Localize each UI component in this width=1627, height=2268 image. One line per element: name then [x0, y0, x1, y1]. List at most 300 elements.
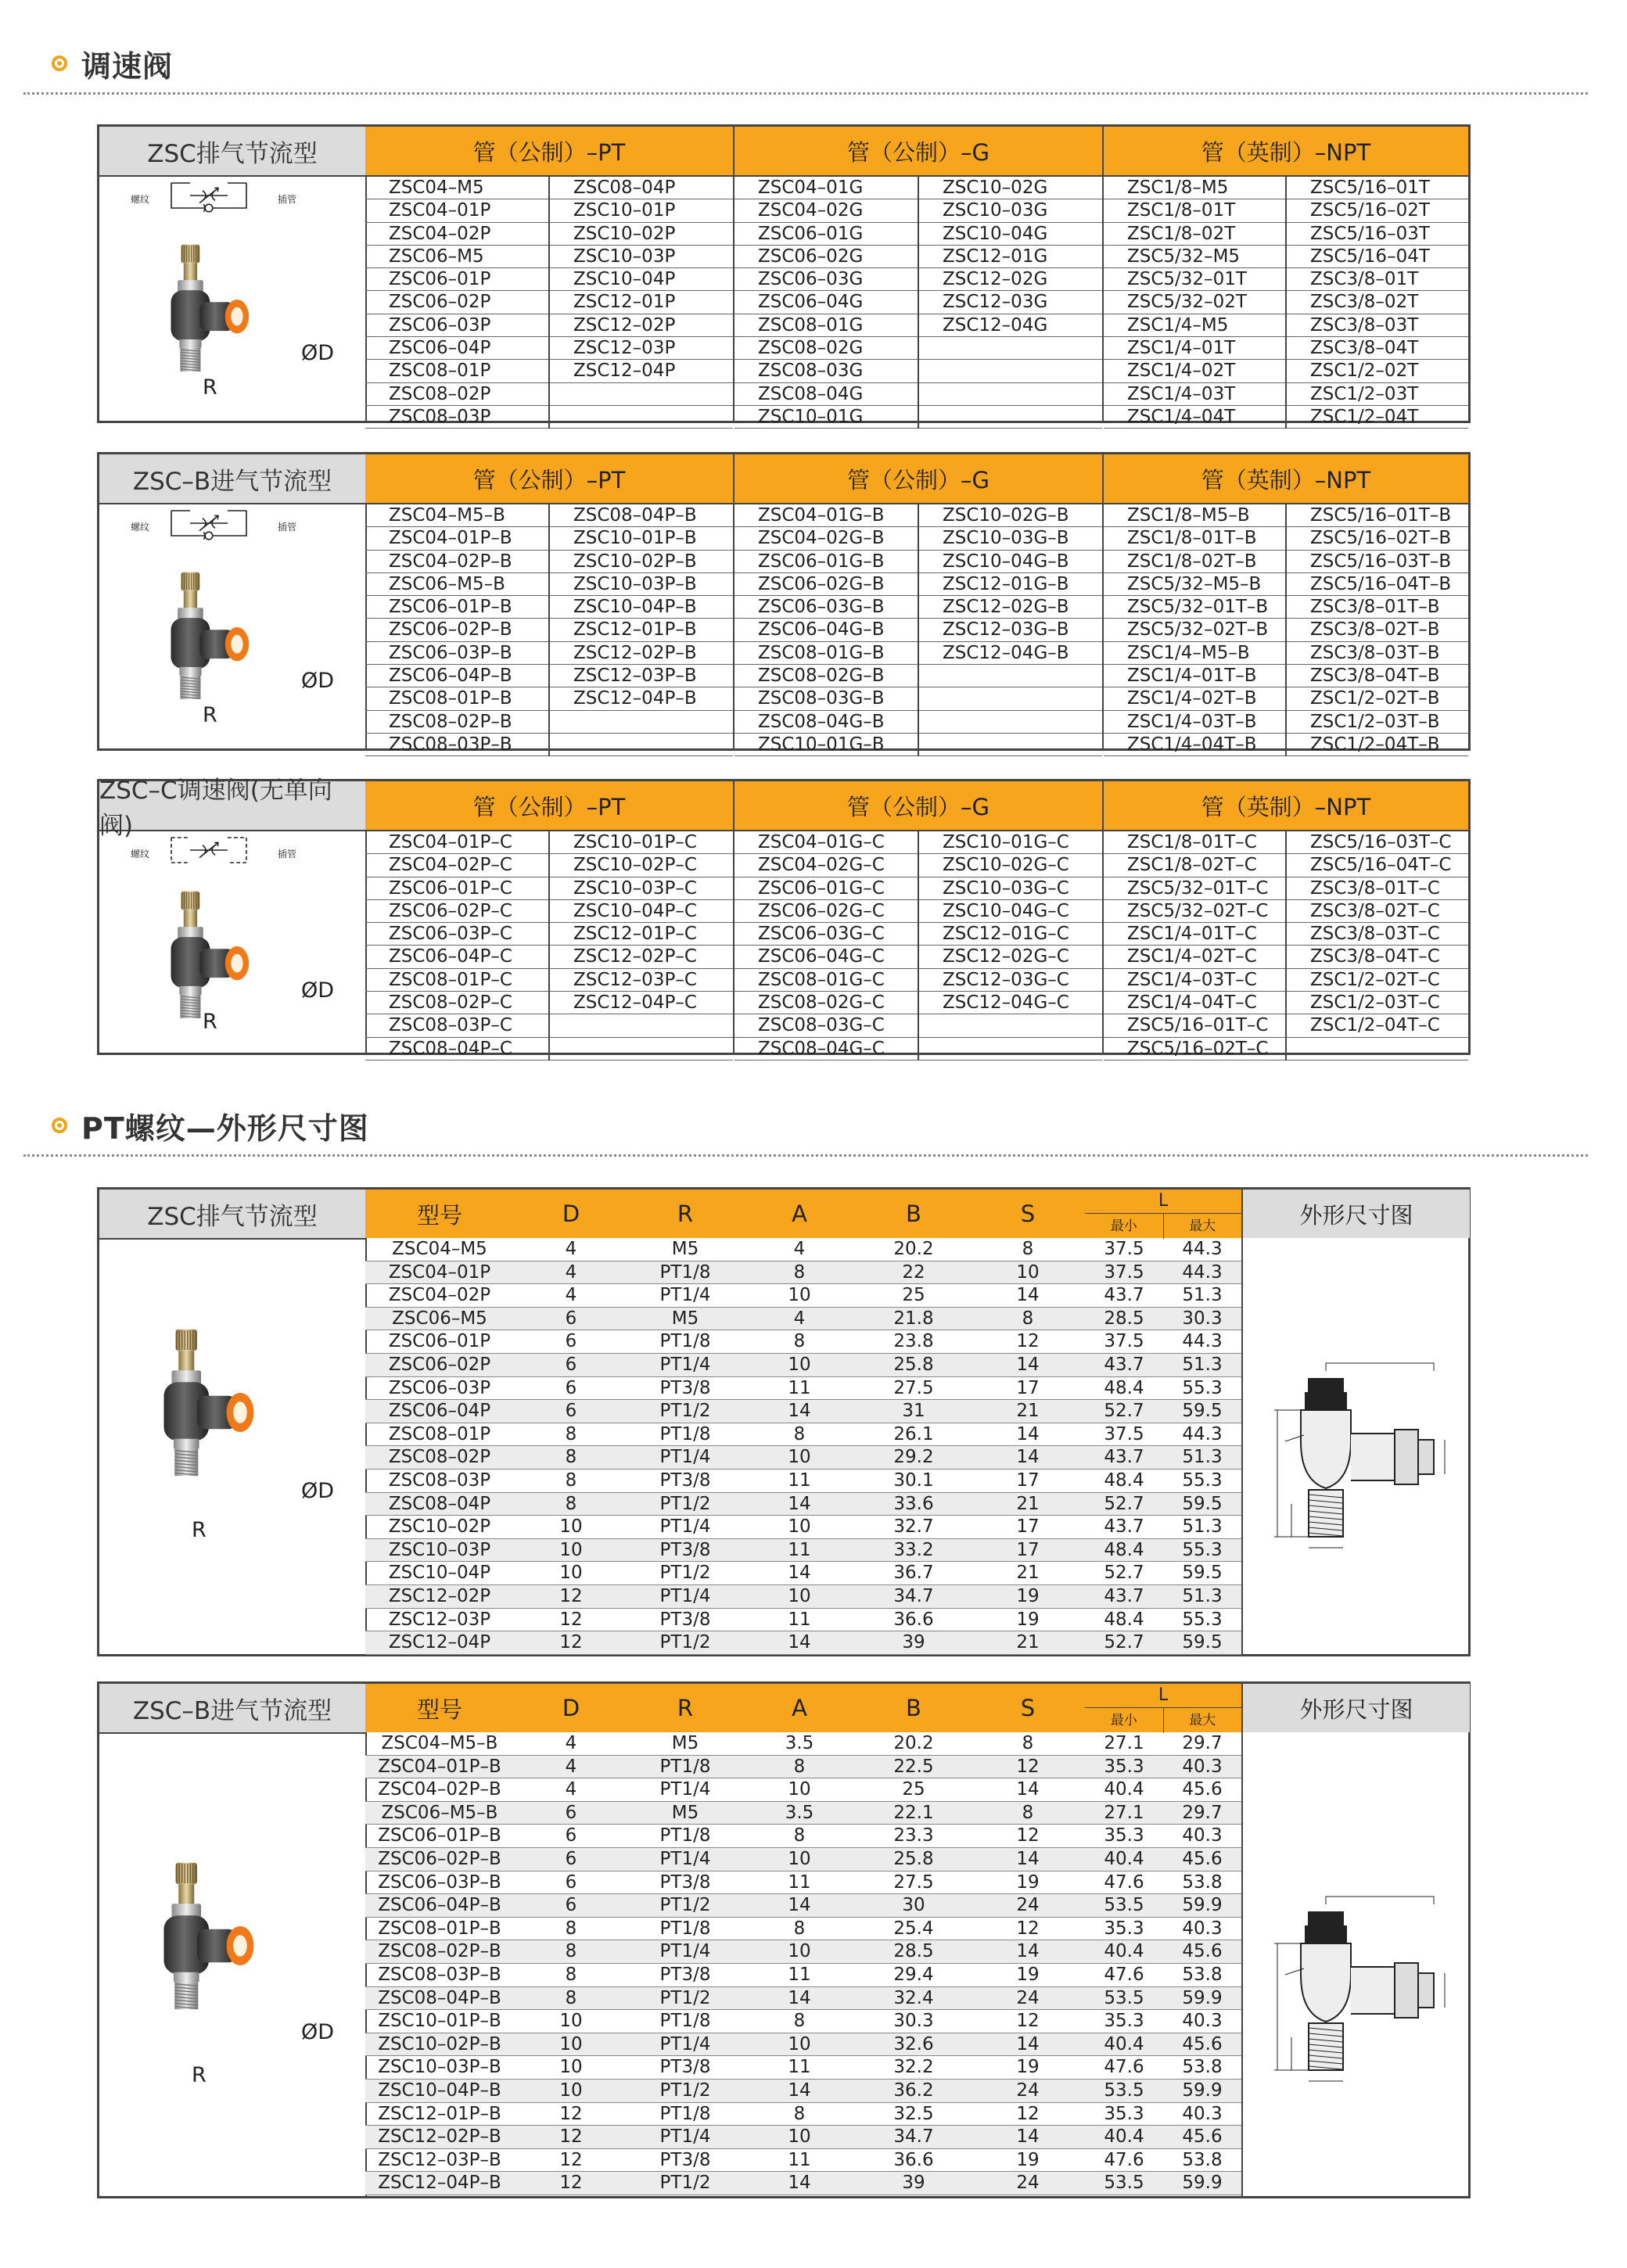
dim-column — [514, 1238, 628, 1655]
group-columns — [365, 504, 733, 756]
model-code-cell: ZSC12–01G — [919, 246, 1102, 268]
symbol-wrap — [146, 831, 271, 872]
dim-cell: 11 — [742, 1871, 857, 1895]
dim-cell: ZSC06–03P — [365, 1377, 514, 1401]
speed-valve-product-image — [146, 1307, 264, 1502]
model-code-cell: ZSC10–02P–B — [550, 551, 733, 573]
dim-cell: 8 — [514, 1446, 628, 1470]
model-code-cell: ZSC1/8–M5–B — [1104, 504, 1285, 527]
dim-cell: 40.3 — [1163, 1756, 1241, 1779]
circle-bullet-icon — [52, 1118, 67, 1133]
dim-cell: 8 — [514, 1964, 628, 1987]
dim-cell: 51.3 — [1163, 1354, 1241, 1377]
model-column — [1104, 831, 1287, 1060]
model-code-cell: ZSC10–01P–B — [550, 527, 733, 550]
column-header-a: A — [742, 1190, 857, 1238]
dim-cell: 53.8 — [1163, 2056, 1241, 2080]
dim-cell: 44.3 — [1163, 1238, 1241, 1261]
tube-label: 插管 — [278, 849, 297, 859]
dim-cell: 21 — [971, 1493, 1085, 1516]
dim-cell: 12 — [971, 1825, 1085, 1848]
model-code-cell: ZSC1/2–02T — [1287, 360, 1468, 382]
dim-cell: 44.3 — [1163, 1330, 1241, 1354]
dim-cell: M5 — [628, 1308, 742, 1331]
dim-column — [628, 1238, 742, 1655]
model-code-cell: ZSC12–02G — [919, 268, 1102, 291]
model-code-cell: ZSC04–M5–B — [365, 504, 548, 527]
dim-cell: 8 — [971, 1802, 1085, 1825]
dim-cell: 35.3 — [1085, 2010, 1163, 2033]
dim-cell: 12 — [514, 2103, 628, 2126]
model-code-cell: ZSC1/2–02T–B — [1287, 687, 1468, 710]
dim-column — [742, 1732, 857, 2195]
size-group — [734, 127, 1104, 427]
dim-cell: 48.4 — [1085, 1609, 1163, 1632]
dim-cell: 25.4 — [857, 1918, 971, 1941]
model-column — [734, 831, 919, 1060]
model-code-cell: ZSC5/16–01T–B — [1287, 504, 1468, 527]
dim-cell: ZSC08–02P — [365, 1446, 514, 1470]
model-code-cell: ZSC10–02G–B — [919, 504, 1102, 527]
dim-cell: 8 — [742, 1825, 857, 1848]
model-code-cell: ZSC06–01P–B — [365, 596, 548, 619]
dim-cell: 10 — [742, 1940, 857, 1964]
model-code-cell — [550, 406, 733, 429]
group-columns — [734, 831, 1102, 1060]
group-columns — [365, 831, 733, 1060]
dim-column — [1085, 1732, 1163, 2195]
group-header: 管（英制）–NPT — [1104, 127, 1468, 177]
dim-cell: ZSC06–01P–B — [365, 1825, 514, 1848]
dim-cell: 39 — [857, 2172, 971, 2195]
model-code-cell: ZSC1/8–02T — [1104, 223, 1285, 246]
dim-cell: 47.6 — [1085, 1871, 1163, 1895]
dim-cell: PT1/8 — [628, 1918, 742, 1941]
dim-cell: 45.6 — [1163, 1848, 1241, 1871]
model-code-cell: ZSC06–03P–B — [365, 642, 548, 665]
model-code-cell: ZSC5/32–M5–B — [1104, 573, 1285, 596]
dim-cell: 55.3 — [1163, 1609, 1241, 1632]
model-code-cell: ZSC10–04G–B — [919, 551, 1102, 573]
dim-cell: ZSC08–01P — [365, 1423, 514, 1447]
model-code-cell: ZSC5/16–04T–C — [1287, 854, 1468, 877]
dim-cell: PT1/4 — [628, 2033, 742, 2057]
dim-cell: PT1/2 — [628, 1894, 742, 1918]
model-code-cell: ZSC06–M5–B — [365, 573, 548, 596]
dim-cell: 32.2 — [857, 2056, 971, 2080]
dim-cell: 14 — [742, 1562, 857, 1585]
dim-cell: 10 — [514, 1516, 628, 1539]
model-code-cell: ZSC10–01G — [734, 406, 918, 429]
dim-cell: 32.5 — [857, 2103, 971, 2126]
dim-column — [742, 1238, 857, 1655]
model-code-cell: ZSC5/16–03T — [1287, 223, 1468, 246]
model-column — [550, 504, 733, 756]
model-type-title: ZSC–B进气节流型 — [99, 454, 365, 504]
model-label-box — [99, 454, 367, 748]
dim-cell: 12 — [514, 2172, 628, 2195]
size-group — [365, 454, 734, 755]
model-column — [919, 831, 1102, 1060]
dim-cell: 6 — [514, 1354, 628, 1377]
dim-cell: 23.3 — [857, 1825, 971, 1848]
dim-cell: 53.8 — [1163, 1964, 1241, 1987]
dim-cell: 47.6 — [1085, 2056, 1163, 2080]
dim-cell: 36.6 — [857, 1609, 971, 1632]
model-code-cell: ZSC5/16–01T–C — [1104, 1014, 1285, 1037]
dim-cell: 10 — [742, 2033, 857, 2057]
dim-cell: PT1/2 — [628, 2172, 742, 2195]
dim-cell: 6 — [514, 1802, 628, 1825]
dim-column — [857, 1238, 971, 1655]
dim-cell: ZSC08–02P–B — [365, 1940, 514, 1964]
dim-cell: 8 — [742, 1918, 857, 1941]
product-image-wrap — [156, 551, 257, 727]
dim-cell: 32.4 — [857, 1987, 971, 2011]
dim-cell: 40.4 — [1085, 1940, 1163, 1964]
drawing-box — [1254, 1348, 1457, 1585]
dim-cell: 24 — [971, 2172, 1085, 2195]
model-code-cell: ZSC06–04G–C — [734, 946, 918, 968]
model-code-cell: ZSC12–03G–C — [919, 969, 1102, 992]
column-header-s: S — [971, 1684, 1086, 1732]
model-code-cell: ZSC1/4–02T–B — [1104, 687, 1285, 710]
model-code-cell: ZSC1/2–03T–B — [1287, 711, 1468, 734]
dim-column — [1163, 1732, 1241, 2195]
circle-bullet-icon — [52, 56, 67, 71]
dim-cell: 14 — [742, 1987, 857, 2011]
dim-cell: 55.3 — [1163, 1539, 1241, 1563]
model-code-cell: ZSC5/16–04T — [1287, 246, 1468, 268]
model-code-cell: ZSC10–04G–C — [919, 900, 1102, 923]
model-code-cell: ZSC5/16–02T–B — [1287, 527, 1468, 550]
dim-column — [857, 1732, 971, 2195]
dim-cell: 29.7 — [1163, 1802, 1241, 1825]
dim-cell: 43.7 — [1085, 1585, 1163, 1609]
dim-cell: 14 — [971, 1848, 1085, 1871]
dim-cell: ZSC06–M5 — [365, 1308, 514, 1331]
dim-cell: 45.6 — [1163, 2126, 1241, 2149]
model-code-cell: ZSC1/2–04T–C — [1287, 1014, 1468, 1037]
model-code-cell: ZSC08–03G–B — [734, 687, 918, 710]
model-code-cell: ZSC12–02P — [550, 314, 733, 337]
model-column — [1104, 504, 1287, 756]
dim-column — [971, 1238, 1085, 1655]
dimension-table-exhaust — [97, 1187, 1471, 1656]
model-code-cell: ZSC10–01G–B — [734, 734, 918, 756]
dim-cell: 12 — [971, 1330, 1085, 1354]
model-code-cell: ZSC06–01P–C — [365, 877, 548, 900]
model-code-cell: ZSC1/8–M5 — [1104, 177, 1285, 199]
model-column — [550, 177, 733, 429]
dim-cell: ZSC10–02P — [365, 1516, 514, 1539]
dim-cell: 30.3 — [857, 2010, 971, 2033]
dim-cell: 29.2 — [857, 1446, 971, 1470]
od-label: ØD — [301, 2020, 335, 2044]
model-code-cell: ZSC5/16–03T–C — [1287, 831, 1468, 854]
group-header: 管（公制）–G — [734, 781, 1102, 831]
drawing-box — [1254, 1881, 1457, 2119]
model-code-cell — [550, 711, 733, 734]
model-code-cell — [919, 1038, 1102, 1060]
dim-cell: 36.6 — [857, 2149, 971, 2173]
dim-cell: 10 — [742, 1848, 857, 1871]
model-code-cell: ZSC06–01G — [734, 223, 918, 246]
dim-cell: ZSC10–04P–B — [365, 2080, 514, 2103]
column-header-b: B — [857, 1190, 972, 1238]
dim-cell: 14 — [742, 2172, 857, 2195]
dim-column — [514, 1732, 628, 2195]
dim-cell: 8 — [742, 1261, 857, 1285]
model-column — [1287, 831, 1468, 1060]
dim-cell: PT3/8 — [628, 1470, 742, 1493]
model-code-cell: ZSC1/2–04T — [1287, 406, 1468, 429]
dim-cell: 8 — [514, 1493, 628, 1516]
model-code-cell: ZSC1/4–01T–C — [1104, 923, 1285, 946]
dim-cell: PT3/8 — [628, 1539, 742, 1563]
dim-cell: 4 — [742, 1308, 857, 1331]
model-code-cell: ZSC08–03G–C — [734, 1014, 918, 1037]
order-table-intake — [97, 452, 1471, 755]
dim-cell: 21 — [971, 1631, 1085, 1655]
model-code-cell: ZSC06–02G — [734, 246, 918, 268]
r-label: R — [203, 703, 217, 727]
model-code-cell: ZSC08–02G — [734, 337, 918, 360]
dim-cell: 8 — [514, 1918, 628, 1941]
dim-cell: 43.7 — [1085, 1284, 1163, 1308]
model-code-cell: ZSC12–04P–C — [550, 992, 733, 1014]
dim-cell: 52.7 — [1085, 1400, 1163, 1423]
model-code-cell: ZSC1/4–04T — [1104, 406, 1285, 429]
dim-cell: PT1/4 — [628, 1778, 742, 1802]
dim-cell: ZSC10–01P–B — [365, 2010, 514, 2033]
dim-cell: ZSC12–04P–B — [365, 2172, 514, 2195]
dim-cell: 4 — [514, 1284, 628, 1308]
model-code-cell: ZSC04–02P–C — [365, 854, 548, 877]
model-column — [1104, 177, 1287, 429]
model-code-cell: ZSC12–01G–C — [919, 923, 1102, 946]
dim-cell: 6 — [514, 1308, 628, 1331]
model-code-cell: ZSC12–04G–B — [919, 642, 1102, 665]
dim-cell: PT3/8 — [628, 2056, 742, 2080]
model-code-cell: ZSC10–02G–C — [919, 854, 1102, 877]
model-code-cell: ZSC5/32–01T–C — [1104, 877, 1285, 900]
group-columns — [1104, 504, 1468, 756]
model-code-cell: ZSC04–02P–B — [365, 551, 548, 573]
model-code-cell: ZSC10–03G–B — [919, 527, 1102, 550]
dim-cell: 21 — [971, 1400, 1085, 1423]
model-code-cell: ZSC1/8–01T–B — [1104, 527, 1285, 550]
dim-cell: 19 — [971, 2056, 1085, 2080]
flow-control-symbol-icon — [146, 831, 271, 869]
dim-cell: PT1/4 — [628, 1284, 742, 1308]
dim-cell: M5 — [628, 1732, 742, 1756]
dim-cell: ZSC10–04P — [365, 1562, 514, 1585]
model-code-cell: ZSC06–04G — [734, 291, 918, 314]
dim-cell: 40.3 — [1163, 1825, 1241, 1848]
group-columns — [734, 504, 1102, 756]
model-code-cell: ZSC08–04P–B — [550, 504, 733, 527]
section-title: 调速阀 — [81, 48, 174, 84]
model-code-cell: ZSC10–04P–B — [550, 596, 733, 619]
model-code-cell: ZSC08–01P–B — [365, 687, 548, 710]
dimension-drawing-wrap — [1241, 1238, 1470, 1654]
column-header-drawing: 外形尺寸图 — [1241, 1684, 1470, 1732]
group-header: 管（公制）–PT — [365, 454, 733, 504]
section-heading-pt-dimensions — [52, 1106, 369, 1145]
dim-cell: PT3/8 — [628, 2149, 742, 2173]
model-code-cell: ZSC1/8–01T–C — [1104, 831, 1285, 854]
model-code-cell: ZSC06–02P — [365, 291, 548, 314]
dim-cell: 27.1 — [1085, 1802, 1163, 1825]
dim-cell: 36.2 — [857, 2080, 971, 2103]
model-code-cell: ZSC1/4–01T — [1104, 337, 1285, 360]
dim-cell: 59.9 — [1163, 2080, 1241, 2103]
dim-cell: ZSC04–M5–B — [365, 1732, 514, 1756]
dim-cell: 10 — [742, 1354, 857, 1377]
tube-label: 插管 — [278, 522, 297, 533]
dim-cell: 53.8 — [1163, 1871, 1241, 1895]
dim-column — [1163, 1238, 1241, 1655]
dim-cell: 14 — [742, 1493, 857, 1516]
model-code-cell: ZSC1/4–M5–B — [1104, 642, 1285, 665]
model-code-cell: ZSC06–04P–B — [365, 665, 548, 687]
dim-cell: PT1/8 — [628, 1825, 742, 1848]
dim-cell: 14 — [971, 2033, 1085, 2057]
dim-cell: 31 — [857, 1400, 971, 1423]
model-code-cell — [919, 734, 1102, 756]
model-code-cell: ZSC08–02P–B — [365, 711, 548, 734]
dim-cell: 8 — [742, 2010, 857, 2033]
model-code-cell: ZSC1/8–01T — [1104, 199, 1285, 222]
dim-cell: 11 — [742, 2056, 857, 2080]
dim-cell: 10 — [742, 2126, 857, 2149]
thread-label: 螺纹 — [131, 522, 150, 533]
l-min-label: 最小 — [1085, 1708, 1164, 1733]
dim-cell: M5 — [628, 1238, 742, 1261]
dim-cell: 10 — [514, 2033, 628, 2057]
model-code-cell: ZSC06–03G–C — [734, 923, 918, 946]
dim-cell: 51.3 — [1163, 1585, 1241, 1609]
dim-cell: 8 — [742, 1756, 857, 1779]
model-code-cell: ZSC06–02P–B — [365, 619, 548, 641]
model-code-cell: ZSC3/8–03T–C — [1287, 923, 1468, 946]
model-code-cell: ZSC1/4–04T–B — [1104, 734, 1285, 756]
dim-cell: ZSC06–01P — [365, 1330, 514, 1354]
model-column — [919, 504, 1102, 756]
dim-cell: 10 — [514, 2080, 628, 2103]
model-code-cell: ZSC12–02G–B — [919, 596, 1102, 619]
dim-cell: 25.8 — [857, 1848, 971, 1871]
dim-cell: 14 — [971, 1284, 1085, 1308]
dim-cell: 6 — [514, 1400, 628, 1423]
column-header-s: S — [971, 1190, 1086, 1238]
model-code-cell: ZSC5/16–02T — [1287, 199, 1468, 222]
tube-label: 插管 — [278, 194, 297, 205]
model-code-cell: ZSC10–02G — [919, 177, 1102, 199]
dim-cell: 28.5 — [1085, 1308, 1163, 1331]
model-code-cell: ZSC08–03P–B — [365, 734, 548, 756]
model-code-cell: ZSC06–03G–B — [734, 596, 918, 619]
dim-cell: 17 — [971, 1516, 1085, 1539]
model-code-cell: ZSC10–03G–C — [919, 877, 1102, 900]
model-label-box — [99, 127, 367, 421]
dim-cell: 10 — [742, 1778, 857, 1802]
model-code-cell — [919, 360, 1102, 382]
dim-cell: 12 — [971, 2103, 1085, 2126]
dotted-divider — [23, 1154, 1588, 1157]
l-min-label: 最小 — [1085, 1214, 1164, 1239]
dim-cell: ZSC04–01P–B — [365, 1756, 514, 1779]
model-code-cell — [550, 383, 733, 406]
dim-cell: PT1/8 — [628, 2103, 742, 2126]
model-code-cell: ZSC06–01G–C — [734, 877, 918, 900]
model-code-cell: ZSC06–04P–C — [365, 946, 548, 968]
r-label: R — [192, 2063, 207, 2087]
model-code-cell: ZSC12–01P — [550, 291, 733, 314]
dim-cell: 20.2 — [857, 1238, 971, 1261]
model-code-cell: ZSC12–01P–C — [550, 923, 733, 946]
column-header-drawing: 外形尺寸图 — [1241, 1190, 1470, 1238]
dim-cell: 19 — [971, 2149, 1085, 2173]
dim-cell: 22.1 — [857, 1802, 971, 1825]
dim-cell: 59.9 — [1163, 1987, 1241, 2011]
model-code-cell: ZSC06–04G–B — [734, 619, 918, 641]
model-code-cell: ZSC12–03P–B — [550, 665, 733, 687]
model-code-cell: ZSC1/2–04T–B — [1287, 734, 1468, 756]
dim-cell: 30.1 — [857, 1470, 971, 1493]
dim-cell: 22.5 — [857, 1756, 971, 1779]
model-code-cell: ZSC04–01P–B — [365, 527, 548, 550]
dim-cell: ZSC06–03P–B — [365, 1871, 514, 1895]
order-table-exhaust — [97, 124, 1471, 427]
dim-cell: 23.8 — [857, 1330, 971, 1354]
dim-cell: ZSC06–02P — [365, 1354, 514, 1377]
dim-cell: ZSC08–01P–B — [365, 1918, 514, 1941]
symbol-wrap — [146, 177, 271, 217]
model-code-cell — [919, 1014, 1102, 1037]
model-code-cell: ZSC1/8–02T–B — [1104, 551, 1285, 573]
model-code-cell: ZSC06–03G — [734, 268, 918, 291]
model-code-cell: ZSC5/32–M5 — [1104, 246, 1285, 268]
dim-cell: 45.6 — [1163, 1778, 1241, 1802]
dim-cell: ZSC10–02P–B — [365, 2033, 514, 2057]
dim-cell: 12 — [971, 2010, 1085, 2033]
model-code-cell: ZSC3/8–01T — [1287, 268, 1468, 291]
model-code-cell: ZSC04–01G — [734, 177, 918, 199]
l-label: L — [1085, 1190, 1241, 1214]
l-max-label: 最大 — [1189, 1713, 1216, 1728]
dim-cell: 27.1 — [1085, 1732, 1163, 1756]
model-code-cell: ZSC08–04P–C — [365, 1038, 548, 1060]
dim-cell: 40.4 — [1085, 1778, 1163, 1802]
dimension-table-intake — [97, 1681, 1471, 2198]
model-code-cell — [919, 383, 1102, 406]
model-code-cell: ZSC06–01G–B — [734, 551, 918, 573]
model-code-cell: ZSC08–02P — [365, 383, 548, 406]
model-column — [734, 504, 919, 756]
dim-cell: PT1/2 — [628, 1631, 742, 1655]
dim-cell: 53.5 — [1085, 1987, 1163, 2011]
dim-cell: 14 — [971, 1446, 1085, 1470]
dim-cell: PT1/2 — [628, 2080, 742, 2103]
model-code-cell: ZSC1/2–03T — [1287, 383, 1468, 406]
column-header-r: R — [628, 1684, 743, 1732]
model-code-cell: ZSC04–02P — [365, 223, 548, 246]
dim-cell: ZSC06–02P–B — [365, 1848, 514, 1871]
dim-cell: 10 — [742, 1516, 857, 1539]
dim-cell: 32.6 — [857, 2033, 971, 2057]
